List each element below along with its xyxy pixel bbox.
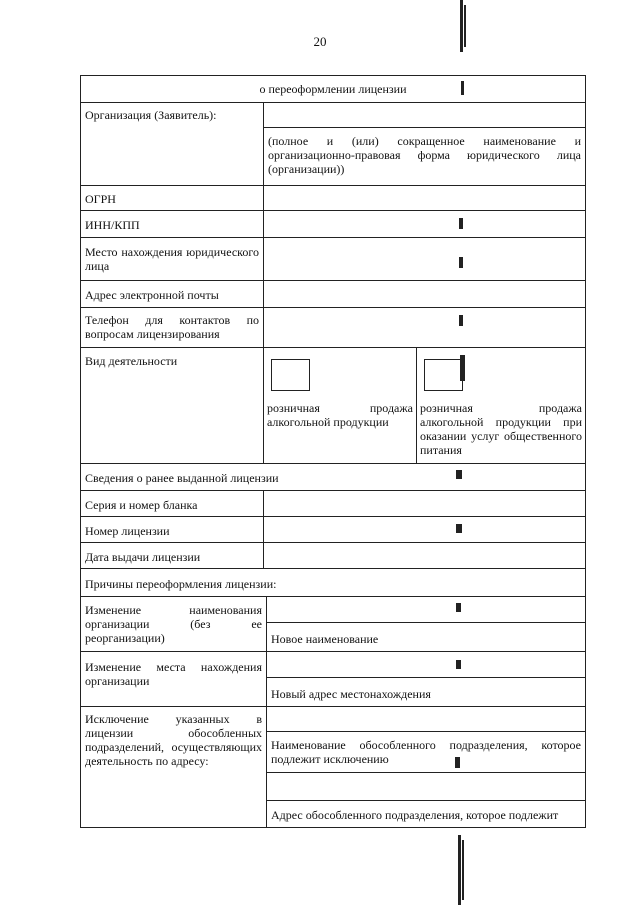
- ogrn-label: ОГРН: [80, 185, 264, 211]
- scan-mark: [460, 0, 463, 52]
- scan-mark: [460, 355, 465, 381]
- reason-name-change-label: Изменение наименования организации (без ее реорганизации): [80, 596, 267, 652]
- new-address-label: Новый адрес местонахождения: [266, 677, 586, 707]
- reasons-header: Причины переоформления лицензии:: [80, 568, 586, 597]
- reason-exclusion-checkbox-cell[interactable]: [266, 706, 586, 732]
- series-field[interactable]: [263, 490, 586, 517]
- phone-label: Телефон для контактов по вопросам лицензирования: [80, 307, 264, 348]
- activity-option-retail-text: розничная продажа алкогольной продукции: [267, 401, 413, 429]
- email-label: Адрес электронной почты: [80, 280, 264, 308]
- organization-hint: (полное и (или) сокращенное наименование и организационно-правовая форма юридического лица (организации)): [263, 127, 586, 186]
- email-field[interactable]: [263, 280, 586, 308]
- issue-date-field[interactable]: [263, 542, 586, 569]
- subdivision-name-label: Наименование обособленного подразделения, которое подлежит исключению: [266, 731, 586, 773]
- prev-license-header: Сведения о ранее выданной лицензии: [80, 463, 586, 491]
- location-label: Место нахождения юридического лица: [80, 237, 264, 281]
- activity-option-catering-text: розничная продажа алкогольной продукции при оказании услуг общественного питания: [420, 401, 582, 457]
- series-label: Серия и номер бланка: [80, 490, 264, 517]
- activity-option-retail[interactable]: [263, 347, 417, 464]
- scan-mark: [464, 5, 466, 47]
- location-field[interactable]: [263, 237, 586, 281]
- scan-mark: [456, 470, 462, 479]
- license-number-label: Номер лицензии: [80, 516, 264, 543]
- organization-label: Организация (Заявитель):: [80, 102, 264, 186]
- scan-mark: [459, 218, 463, 229]
- retail-checkbox[interactable]: [271, 359, 310, 391]
- activity-label: Вид деятельности: [80, 347, 264, 464]
- catering-checkbox[interactable]: [424, 359, 463, 391]
- issue-date-label: Дата выдачи лицензии: [80, 542, 264, 569]
- scan-mark: [461, 81, 464, 95]
- activity-option-catering[interactable]: [416, 347, 586, 464]
- scan-mark: [459, 257, 463, 268]
- scan-mark: [459, 315, 463, 326]
- scan-mark: [456, 524, 462, 533]
- subdivision-name-field[interactable]: [266, 772, 586, 801]
- scan-mark: [456, 660, 461, 669]
- phone-field[interactable]: [263, 307, 586, 348]
- form-header: о переоформлении лицензии: [80, 75, 586, 103]
- license-number-field[interactable]: [263, 516, 586, 543]
- reason-name-change-checkbox-cell[interactable]: [266, 596, 586, 623]
- page-number: 20: [313, 34, 327, 49]
- new-name-label: Новое наименование: [266, 622, 586, 652]
- organization-name-field[interactable]: [263, 102, 586, 128]
- scan-mark: [455, 757, 460, 768]
- license-reissue-form: [80, 75, 586, 828]
- ogrn-field[interactable]: [263, 185, 586, 211]
- reason-location-change-label: Изменение места нахождения организации: [80, 651, 267, 707]
- reason-exclusion-label: Исключение указанных в лицензии обособленных подразделений, осуществляющих деятельность по адресу:: [80, 706, 267, 828]
- subdivision-address-label: Адрес обособленного подразделения, которое подлежит: [266, 800, 586, 828]
- reason-location-change-checkbox-cell[interactable]: [266, 651, 586, 678]
- inn-kpp-field[interactable]: [263, 210, 586, 238]
- scan-mark: [456, 603, 461, 612]
- inn-kpp-label: ИНН/КПП: [80, 210, 264, 238]
- scan-mark: [458, 835, 461, 905]
- scan-mark: [462, 840, 464, 900]
